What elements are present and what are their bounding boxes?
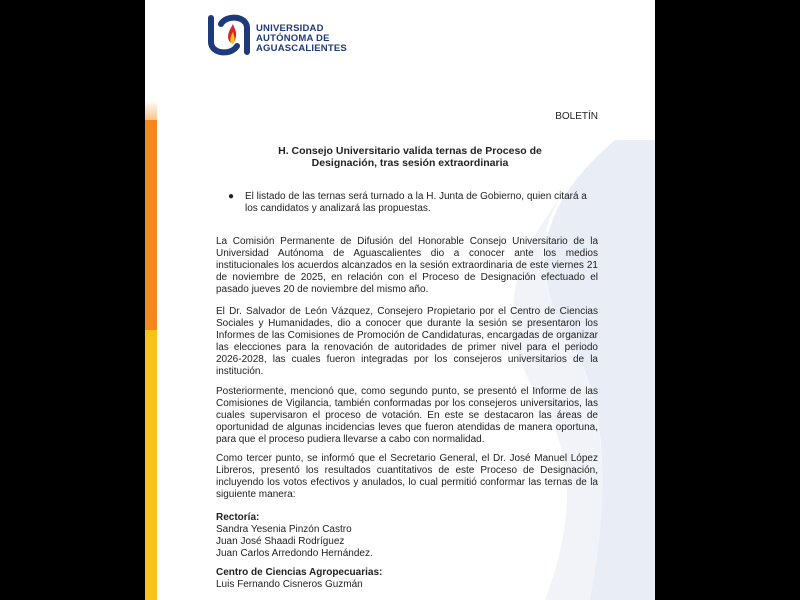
paragraph-2: El Dr. Salvador de León Vázquez, Consejero Propietario por el Centro de Ciencias Sociales y Humanidades, dio a conocer que durante la sesión se presentaron los Informes de las Comisiones de Promoción de Candidaturas, encargadas de organizar las elecciones para la renovación de autoridades de primer nivel para el periodo 2026-2028, las cuales fueron integradas por los consejeros universitarios de la institución. <box>216 306 598 377</box>
summary-bullet <box>228 191 601 215</box>
headline: H. Consejo Universitario valida ternas de Proceso de Designación, tras sesión extraordinaria <box>278 145 542 169</box>
agro-list <box>216 567 598 591</box>
bullet-icon: ● <box>228 191 235 202</box>
list-item: Juan Carlos Arredondo Hernández. <box>216 548 373 559</box>
rectoria-list <box>216 512 598 560</box>
paragraph-1: La Comisión Permanente de Difusión del Honorable Consejo Universitario de la Universidad Autónoma de Aguascalientes dio a conocer ante los medios institucionales los acuerdos alcanzados en la sesión extraordinaria de este viernes 21 de noviembre de 2025, en relación con el Proceso de Designación efectuado el pasado jueves 20 de noviembre del mismo año. <box>216 236 598 295</box>
list-item: Luis Fernando Cisneros Guzmán <box>216 579 363 590</box>
document-page <box>145 0 655 600</box>
logo-line-2: AUTÓNOMA DE <box>256 33 330 44</box>
rectoria-heading: Rectoría: <box>216 512 260 523</box>
bulletin-label: BOLETÍN <box>555 111 598 122</box>
paragraph-4: Como tercer punto, se informó que el Secretario General, el Dr. José Manuel López Libreros, presentó los resultados cuantitativos de este Proceso de Designación, incluyendo los votos efectivos y anulados, lo cual permitió conformar las ternas de la siguiente manera: <box>216 453 598 500</box>
flame-watermark <box>145 0 655 600</box>
bullet-text: El listado de las ternas será turnado a la H. Junta de Gobierno, quien citará a los candidatos y analizará las propuestas. <box>245 191 587 214</box>
list-item: Juan José Shaadi Rodríguez <box>216 536 345 547</box>
paragraph-3: Posteriormente, mencionó que, como segundo punto, se presentó el Informe de las Comisiones de Vigilancia, también conformadas por los consejeros universitarios, las cuales supervisaron el proceso de votación. En este se destacaron las áreas de oportunidad de algunas incidencias leves que fueron atendidas de manera oportuna, para que el proceso pudiera llevarse a cabo con normalidad. <box>216 386 598 445</box>
list-item: Sandra Yesenia Pinzón Castro <box>216 524 352 535</box>
agro-heading: Centro de Ciencias Agropecuarias: <box>216 567 383 578</box>
logo-line-1: UNIVERSIDAD <box>256 23 324 34</box>
university-logo-text <box>256 24 347 54</box>
logo-line-3: AGUASCALIENTES <box>256 43 347 54</box>
